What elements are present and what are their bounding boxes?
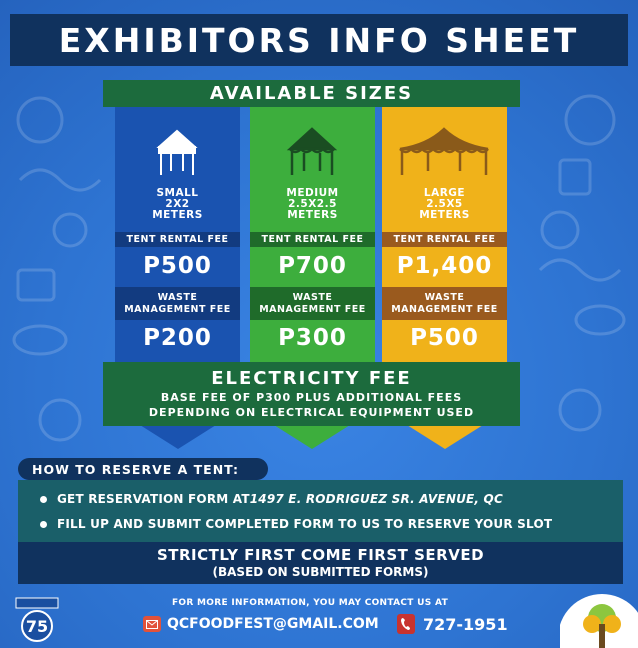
policy-subtitle: (BASED ON SUBMITTED FORMS) — [212, 565, 429, 579]
reserve-step-1 — [40, 492, 503, 506]
tent-fee-label: TENT RENTAL FEE — [250, 232, 375, 247]
step-1-text: GET RESERVATION FORM AT — [57, 492, 250, 506]
waste-label-line1: WASTE — [157, 292, 198, 303]
size-label-large — [382, 188, 507, 221]
tent-icon — [250, 127, 375, 177]
step-2-text: FILL UP AND SUBMIT COMPLETED FORM TO US TO RESERVE YOUR SLOT — [57, 517, 553, 531]
page-title: EXHIBITORS INFO SHEET — [10, 14, 628, 66]
electricity-line1: BASE FEE OF P300 PLUS ADDITIONAL FEES — [160, 391, 463, 404]
tent-fee-value: P700 — [278, 253, 347, 279]
size-dimensions: 2.5X2.5 — [288, 198, 337, 210]
bullet-icon — [40, 521, 47, 528]
quezon-city-seal-logo — [14, 596, 60, 644]
phone-number[interactable]: 727-1951 — [423, 614, 508, 634]
electricity-panel — [103, 362, 520, 426]
sizes-heading: AVAILABLE SIZES — [103, 80, 520, 107]
size-name: MEDIUM — [286, 187, 339, 199]
step-1-address: 1497 E. RODRIGUEZ SR. AVENUE, QC — [249, 492, 503, 506]
policy-title: STRICTLY FIRST COME FIRST SERVED — [156, 546, 485, 564]
size-label-medium — [250, 188, 375, 221]
email-address[interactable]: QCFOODFEST@GMAIL.COM — [167, 616, 379, 632]
arrow-large — [407, 425, 483, 449]
waste-fee-value: P500 — [410, 325, 479, 351]
waste-fee-value: P200 — [143, 325, 212, 351]
tent-icon — [115, 127, 240, 177]
waste-fee-value: P300 — [278, 325, 347, 351]
waste-fee-label — [115, 287, 240, 320]
mail-icon — [143, 616, 161, 632]
size-name: SMALL — [156, 187, 199, 199]
reserve-heading: HOW TO RESERVE A TENT: — [18, 458, 268, 480]
foodfest-tree-logo — [560, 588, 638, 648]
tent-fee-label: TENT RENTAL FEE — [382, 232, 507, 247]
reserve-steps — [18, 480, 623, 542]
reserve-step-2 — [40, 517, 552, 531]
tent-fee-label: TENT RENTAL FEE — [115, 232, 240, 247]
contact-intro: FOR MORE INFORMATION, YOU MAY CONTACT US AT — [171, 598, 449, 608]
size-column-small — [115, 107, 240, 362]
phone-contact[interactable] — [397, 614, 508, 634]
electricity-title: ELECTRICITY FEE — [211, 368, 412, 389]
svg-text:75: 75 — [25, 617, 49, 636]
size-dimensions: 2.5X5 — [426, 198, 463, 210]
email-contact[interactable] — [143, 616, 379, 632]
waste-fee-label — [250, 287, 375, 320]
size-column-medium — [250, 107, 375, 362]
tent-fee-value: P1,400 — [396, 253, 493, 279]
tent-icon — [382, 127, 507, 177]
waste-label-line2: MANAGEMENT FEE — [124, 304, 231, 315]
size-label-small — [115, 188, 240, 221]
size-column-large — [382, 107, 507, 362]
electricity-line2: DEPENDING ON ELECTRICAL EQUIPMENT USED — [148, 406, 475, 419]
arrow-medium — [274, 425, 350, 449]
policy-panel — [18, 542, 623, 584]
size-unit: METERS — [152, 209, 203, 221]
size-unit: METERS — [419, 209, 470, 221]
waste-fee-label — [382, 287, 507, 320]
tent-fee-value: P500 — [143, 253, 212, 279]
arrow-small — [140, 425, 216, 449]
phone-icon — [397, 614, 415, 634]
waste-label-line1: WASTE — [424, 292, 465, 303]
waste-label-line2: MANAGEMENT FEE — [391, 304, 498, 315]
size-name: LARGE — [423, 187, 466, 199]
waste-label-line2: MANAGEMENT FEE — [259, 304, 366, 315]
waste-label-line1: WASTE — [292, 292, 333, 303]
size-dimensions: 2X2 — [165, 198, 190, 210]
size-unit: METERS — [287, 209, 338, 221]
bullet-icon — [40, 496, 47, 503]
